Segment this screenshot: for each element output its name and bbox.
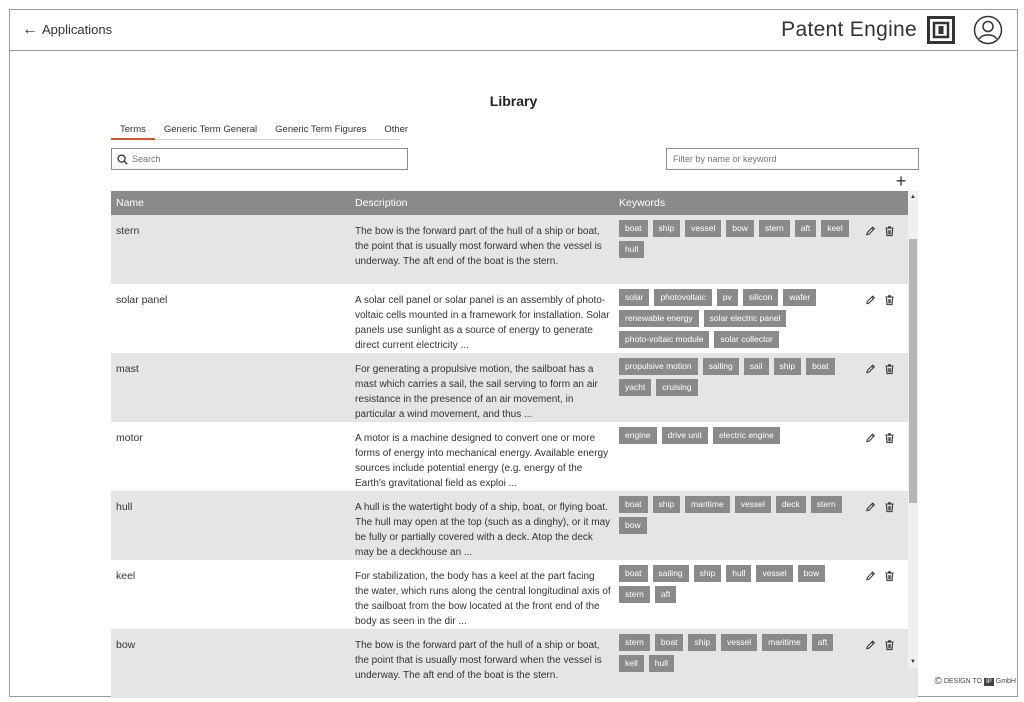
keyword-tag[interactable]: maritime [762,634,807,651]
pencil-edit-icon[interactable] [865,363,876,375]
keyword-list [619,289,859,348]
pencil-edit-icon[interactable] [865,570,876,582]
keyword-list [619,634,859,672]
footer-text-prefix: DESIGN TO [943,678,983,685]
page-title: Library [489,93,538,109]
brand-name: Patent Engine [781,18,917,41]
row-actions [865,363,895,375]
keyword-tag[interactable]: ship [653,496,681,513]
trash-icon[interactable] [884,294,895,306]
arrow-left-icon: ← [22,20,38,38]
table-row [111,491,918,560]
keyword-tag[interactable]: sailing [653,565,689,582]
terms-table [111,191,918,681]
column-header-name: Name [116,197,145,209]
term-description: The bow is the forward part of the hull of a ship or boat, the point that is usually most forward when the vessel is underway. The aft end of the boat is the stern. [355,226,602,267]
keyword-tag[interactable]: vessel [735,496,771,513]
keyword-tag[interactable]: bow [726,220,754,237]
keyword-tag[interactable]: sail [744,358,769,375]
keyword-tag[interactable]: vessel [756,565,792,582]
tab-generic-term-general[interactable]: Generic Term General [163,124,258,135]
filter-input[interactable] [673,154,913,164]
keyword-tag[interactable]: electric engine [713,427,780,444]
keyword-tag[interactable]: aft [795,220,816,237]
term-description: A solar cell panel or solar panel is an assembly of photo-voltaic cells mounted in a framework for installation. Solar panels use sunlight as a source of energy to generate direct current electricity ... [355,295,610,351]
tab-other[interactable]: Other [384,124,409,135]
term-description: A hull is the watertight body of a ship, boat, or flying boat. The hull may open at the top (such as a dinghy), or it may be fully or partially covered with a deck. Atop the deck may be a deckhouse an ... [355,502,611,558]
keyword-tag[interactable]: solar collector [714,331,778,348]
row-actions [865,639,895,651]
brand [781,16,955,44]
keyword-tag[interactable]: sailing [703,358,739,375]
term-description: For stabilization, the body has a keel at the part facing the water, which runs along the central longitudinal axis of the sailboat from the bow located at the front end of the body as seen in the dir ... [355,571,611,627]
term-name: stern [116,225,140,237]
keyword-tag[interactable]: maritime [685,496,730,513]
top-bar [10,10,1017,51]
scroll-up-arrow-icon[interactable]: ▲ [910,194,916,200]
keyword-tag[interactable]: stern [811,496,842,513]
keyword-tag[interactable]: renewable energy [619,310,699,327]
row-actions [865,501,895,513]
trash-icon[interactable] [884,639,895,651]
tab-terms[interactable]: Terms [111,120,155,140]
pencil-edit-icon[interactable] [865,294,876,306]
row-actions [865,570,895,582]
tab-generic-term-figures[interactable]: Generic Term Figures [275,124,367,135]
keyword-tag[interactable]: solar electric panel [704,310,787,327]
keyword-tag[interactable]: keel [821,220,849,237]
trash-icon[interactable] [884,225,895,237]
keyword-tag[interactable]: stern [759,220,790,237]
keyword-tag[interactable]: aft [655,586,676,603]
keyword-tag[interactable]: wafer [783,289,816,306]
keyword-tag[interactable]: photovoltaic [654,289,711,306]
keyword-tag[interactable]: cruising [656,379,697,396]
search-box [111,148,408,170]
keyword-tag[interactable]: bow [619,517,647,534]
trash-icon[interactable] [884,363,895,375]
keyword-tag[interactable]: yacht [619,379,651,396]
table-header [111,191,918,215]
row-actions [865,225,895,237]
back-label: Applications [42,22,113,37]
scrollbar-thumb[interactable] [909,239,917,503]
keyword-list [619,220,859,258]
keyword-tag[interactable]: drive unit [662,427,709,444]
keyword-tag[interactable]: hull [649,655,674,672]
column-header-description: Description [355,197,408,209]
footer-text-suffix: GmbH [995,678,1016,685]
keyword-tag[interactable]: photo-voltaic module [619,331,709,348]
copyright-symbol: © [934,676,942,687]
row-actions [865,432,895,444]
keyword-tag[interactable]: engine [619,427,657,444]
keyword-tag[interactable]: aft [812,634,833,651]
user-avatar-icon[interactable] [973,15,1003,45]
keyword-tag[interactable]: boat [806,358,835,375]
pencil-edit-icon[interactable] [865,225,876,237]
term-name: hull [116,501,133,513]
term-name: keel [116,570,136,582]
keyword-list [619,427,859,444]
trash-icon[interactable] [884,570,895,582]
term-name: solar panel [116,294,168,306]
term-name: bow [116,639,136,651]
trash-icon[interactable] [884,501,895,513]
filter-box [666,148,919,170]
keyword-tag[interactable]: boat [619,220,648,237]
library-tabs [111,120,409,140]
keyword-tag[interactable]: kell [619,655,644,672]
pencil-edit-icon[interactable] [865,639,876,651]
keyword-tag[interactable]: vessel [721,634,757,651]
add-term-button[interactable]: + [895,171,907,191]
keyword-list [619,565,859,603]
search-icon [117,154,128,165]
term-name: motor [116,432,143,444]
keyword-tag[interactable]: pv [717,289,738,306]
footer-badge: IP [986,678,992,685]
keyword-tag[interactable]: deck [776,496,806,513]
table-scrollbar[interactable] [908,191,918,668]
keyword-tag[interactable]: vessel [685,220,721,237]
pencil-edit-icon[interactable] [865,432,876,444]
term-description: The bow is the forward part of the hull of a ship or boat, the point that is usually most forward when the vessel is underway. The aft end of the boat is the stern. [355,640,602,681]
patent-engine-logo-icon [927,16,955,44]
keyword-tag[interactable]: bow [798,565,826,582]
keyword-tag[interactable]: boat [619,565,648,582]
table-row [111,629,918,698]
trash-icon[interactable] [884,432,895,444]
pencil-edit-icon[interactable] [865,501,876,513]
keyword-tag[interactable]: hull [619,241,644,258]
back-to-applications-link[interactable] [22,22,112,37]
keyword-tag[interactable]: solar [619,289,649,306]
keyword-list [619,496,859,534]
table-row [111,215,918,284]
keyword-tag[interactable]: ship [774,358,802,375]
keyword-tag[interactable]: stern [619,586,650,603]
term-description: A motor is a machine designed to convert one or more forms of energy into mechanical energy. Available energy sources include potential energy (e.g. energy of the Earth's gravitational field as exploi ... [355,433,609,489]
term-description: For generating a propulsive motion, the sailboat has a mast which carries a sail, the sail serving to form an air resistance in the presence of an air movement, in particular a wind movement, and thus ... [355,364,598,420]
scroll-down-arrow-icon[interactable]: ▼ [910,659,916,665]
keyword-tag[interactable]: ship [694,565,722,582]
search-input[interactable] [132,154,392,164]
table-row [111,422,918,491]
footer-credit [934,676,1016,687]
keyword-tag[interactable]: boat [655,634,684,651]
app-window [9,9,1018,697]
term-name: mast [116,363,139,375]
keyword-list [619,358,859,396]
keyword-tag[interactable]: propulsive motion [619,358,698,375]
keyword-tag[interactable]: hull [726,565,751,582]
table-body [111,215,918,698]
row-actions [865,294,895,306]
keyword-tag[interactable]: boat [619,496,648,513]
keyword-tag[interactable]: ship [653,220,681,237]
table-row [111,353,918,422]
keyword-tag[interactable]: ship [688,634,716,651]
keyword-tag[interactable]: stern [619,634,650,651]
column-header-keywords: Keywords [619,197,666,209]
keyword-tag[interactable]: silicon [743,289,779,306]
table-row [111,284,918,353]
table-row [111,560,918,629]
